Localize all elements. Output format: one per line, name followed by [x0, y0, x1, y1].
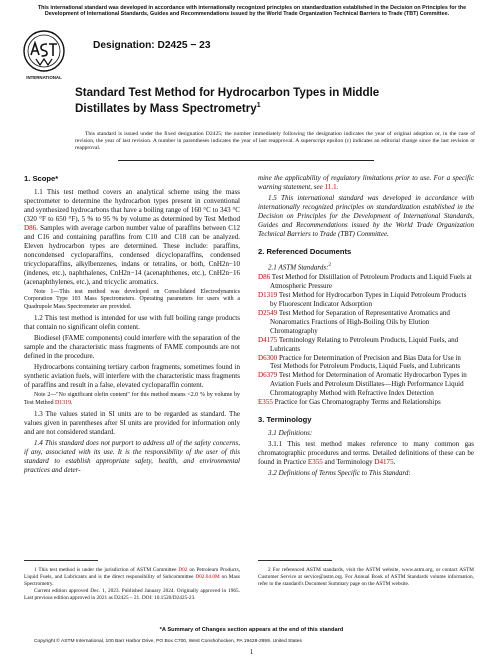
note-2-end: . — [71, 399, 73, 406]
ref-title: Test Method for Separation of Representative Aromatics and Nonaromatics Fractions of High-Boiling Oils by Elution Chromatography — [270, 308, 450, 335]
ref-title: Test Method for Hydrocarbon Types in Liquid Petroleum Products by Fluorescent Indicator Adsorption — [270, 291, 467, 309]
link-11-1[interactable]: 11.1 — [324, 183, 337, 191]
scope-1-4-cont-end: . — [336, 183, 339, 191]
terminology-text-end: . — [393, 457, 396, 466]
link-d86[interactable]: D86 — [24, 224, 37, 232]
link-d1319[interactable]: D1319 — [55, 399, 72, 406]
note-1: Note 1—This test method was developed on Consolidated Electrodynamics Corporation Type 103 Mass Spectrometers. Operating parameters for users with a Quadrupole Mass Spectrometer are provided. — [24, 289, 240, 310]
footnote-1-jurisdiction — [24, 567, 240, 588]
ref-link-d6379[interactable]: D6379 — [258, 371, 278, 380]
title-footnote-marker[interactable]: 1 — [256, 102, 261, 110]
scope-1-4: 1.4 This standard does not purport to address all of the safety concerns, if any, associated with its use. It is the responsibility of the user of this standard to establish appropriate safety, health, and environmental practices and deter- — [24, 439, 240, 475]
link-d02[interactable]: D02 — [178, 567, 188, 573]
link-d02-04-0m[interactable]: D02.04.0M — [195, 573, 220, 580]
footnote-2 — [258, 567, 474, 588]
referenced-standards-list — [258, 273, 474, 407]
scope-1-1-text: 1.1 This test method covers an analytical scheme using the mass spectrometer to determine the hydrocarbon types present in conventional and synthesized hydrocarbons that have a boiling range of 160 °C to 343 °C (320 °F to 650 °F), 5 % to 95 % by volume as determined by Test Method — [24, 188, 240, 223]
scope-1-5: 1.5 This international standard was developed in accordance with internationally recognized principles on standardization established in the Decision on Principles for the Development of International Standards, Guides and Recommendations issued by the World Trade Organization Technical Barriers to Trade (TBT) Committee. — [258, 194, 474, 238]
scope-heading: 1. Scope* — [24, 174, 59, 183]
footnote-1-text: 1 This test method is under the jurisdiction of ASTM Committee — [34, 567, 179, 573]
referenced-documents-heading: 2. Referenced Documents — [258, 247, 352, 256]
right-column — [258, 174, 474, 480]
ref-link-d2549[interactable]: D2549 — [258, 308, 278, 317]
ref-title: Practice for Gas Chromatography Terms and Relationships — [272, 398, 441, 407]
tbt-notice: This international standard was developed in accordance with internationally recognized principles on standardization established in the Decision on Principles for the Development of International Standards, Guides and Recommendations issued by the World Trade Organization Technical Barriers to Trade (TBT) Committee. — [37, 5, 467, 18]
footnote-1 — [24, 567, 240, 602]
page-number: 1 — [249, 648, 254, 656]
ref-link-d4175[interactable]: D4175 — [258, 335, 278, 344]
ref-title: Practice for Determination of Precision and Bias Data for Use in Test Methods for Petroleum Products, Liquid Fuels, and Lubricants — [270, 353, 461, 371]
terminology-text: 3.1.1 This test method makes reference to many common gas chromatographic procedures and terms. Detailed definitions of these can be found in Practice — [258, 439, 474, 466]
ref-item — [258, 291, 474, 309]
ref-title: Test Method for Determination of Aromatic Hydrocarbon Types in Aviation Fuels and Petroleum Distillates—High Performance Liquid Chromatography Method with Refractive Index Detection — [270, 371, 467, 398]
scope-1-4-cont — [258, 174, 474, 192]
ref-link-d1319[interactable]: D1319 — [258, 291, 278, 300]
title-text: Standard Test Method for Hydrocarbon Types in Middle Distillates by Mass Spectrometry — [75, 86, 380, 116]
terminology-3-1-1 — [258, 440, 474, 467]
ref-link-d86[interactable]: D86 — [258, 273, 271, 282]
astm-logo-icon — [20, 29, 68, 81]
scope-1-1-text-cont: . Samples with average carbon number value of paraffins between C12 and C16 and containing paraffins from C10 and C18 can be analyzed. Eleven hydrocarbon types are determined. These include: paraffins, noncondensed cycloparaffins, condensed dicycloparaffins, condensed tricycloparaffins, alkylbenzenes, indans or tetralins, or both, CnH2n−10 (indenes, etc.), naphthalenes, CnH2n−14 (acenaphthenes, etc.), CnH2n−16 (acenaphthylenes, etc.), and tricyclic aromatics. — [24, 224, 240, 286]
scope-1-2-tertiary: Hydrocarbons containing tertiary carbon fragments, sometimes found in synthetic aviation fuels, will interfere with the characteristic mass fragments of paraffins and result in a false, elevated cycloparaffin content. — [24, 363, 240, 390]
ref-title: Test Method for Distillation of Petroleum Products and Liquid Fuels at Atmospheric Pressure — [270, 273, 472, 291]
definitions-label: 3.1 Definitions: — [268, 428, 313, 437]
link-d4175[interactable]: D4175 — [374, 457, 394, 466]
footnote-divider-right — [258, 560, 332, 561]
scope-1-4-cont-text: mine the applicability of regulatory limitations prior to use. For a specific warning statement, see — [258, 174, 474, 191]
scope-1-2-biodiesel: Biodiesel (FAME components) could interfere with the separation of the sample and the characteristic mass fragments of FAME compounds are not defined in the procedure. — [24, 334, 240, 361]
designation: Designation: D2425 − 23 — [93, 40, 211, 51]
footnote-1-text-end: on Mass Spectrometry. — [24, 573, 240, 587]
ref-item — [258, 371, 474, 398]
astm-standards-label: 2.1 ASTM Standards: — [268, 263, 329, 272]
footnote-1-edition: Current edition approved Dec. 1, 2023. Published January 2024. Originally approved in 1965. Last previous edition approved in 2021 as D2425 – 21. DOI: 10.1520/D2425-23. — [24, 587, 240, 601]
note-2 — [24, 392, 240, 407]
astm-standards-subheading — [258, 261, 474, 272]
header-divider — [118, 160, 374, 161]
ref-link-d6300[interactable]: D6300 — [258, 353, 278, 362]
terminology-3-1 — [258, 429, 474, 438]
document-title — [75, 86, 425, 115]
ref-item — [258, 309, 474, 336]
standard-issuance-note: This standard is issued under the fixed designation D2425; the number immediately following the designation indicates the year of original adoption or, in the case of revision, the year of last revision. A number in parentheses indicates the year of last reapproval. A superscript epsilon (ε) indicates an editorial change since the last revision or reapproval. — [75, 131, 475, 152]
ref-item — [258, 336, 474, 354]
footnote-2-text: 2 For referenced ASTM standards, visit the ASTM website, www.astm.org, or contact ASTM Customer Service at service@astm.org. For Annual Book of ASTM Standards volume information, refer to the standard's Document Summary page on the ASTM website. — [258, 567, 474, 587]
left-column — [24, 174, 240, 477]
specific-definitions-label: 3.2 Definitions of Terms Specific to This Standard: — [268, 468, 411, 477]
ref-item — [258, 273, 474, 291]
scope-1-1 — [24, 188, 240, 287]
terminology-heading: 3. Terminology — [258, 414, 312, 424]
terminology-3-2 — [258, 469, 474, 478]
ref-item — [258, 354, 474, 372]
ref-title: Terminology Relating to Petroleum Products, Liquid Fuels, and Lubricants — [270, 335, 459, 353]
refs-footnote-marker[interactable]: 2 — [328, 263, 331, 268]
scope-1-2: 1.2 This test method is intended for use with full boiling range products that contain no significant olefin content. — [24, 314, 240, 332]
footnote-1-text-cont: on Petroleum Products, Liquid Fuels, and Lubricants and is the direct responsibility of Subcommittee — [24, 567, 240, 580]
logo-text: INTERNATIONAL — [26, 75, 62, 80]
ref-item — [258, 398, 474, 407]
note-2-text: Note 2—"No significant olefin content" for this method means <2.0 % by volume by Test Method — [24, 392, 240, 406]
link-e355[interactable]: E355 — [307, 457, 323, 466]
scope-1-3: 1.3 The values stated in SI units are to be regarded as standard. The values given in parentheses after SI units are provided for information only and are not considered standard. — [24, 410, 240, 437]
terminology-text-mid: and Terminology — [322, 457, 375, 466]
footnote-divider-left — [24, 560, 98, 561]
copyright-line: Copyright © ASTM International, 100 Barr Harbor Drive, PO Box C700, West Conshohocken, PA 19428-2959. United States — [34, 639, 302, 644]
ref-link-e355[interactable]: E355 — [258, 398, 273, 407]
summary-of-changes-notice: *A Summary of Changes section appears at the end of this standard — [159, 627, 344, 633]
